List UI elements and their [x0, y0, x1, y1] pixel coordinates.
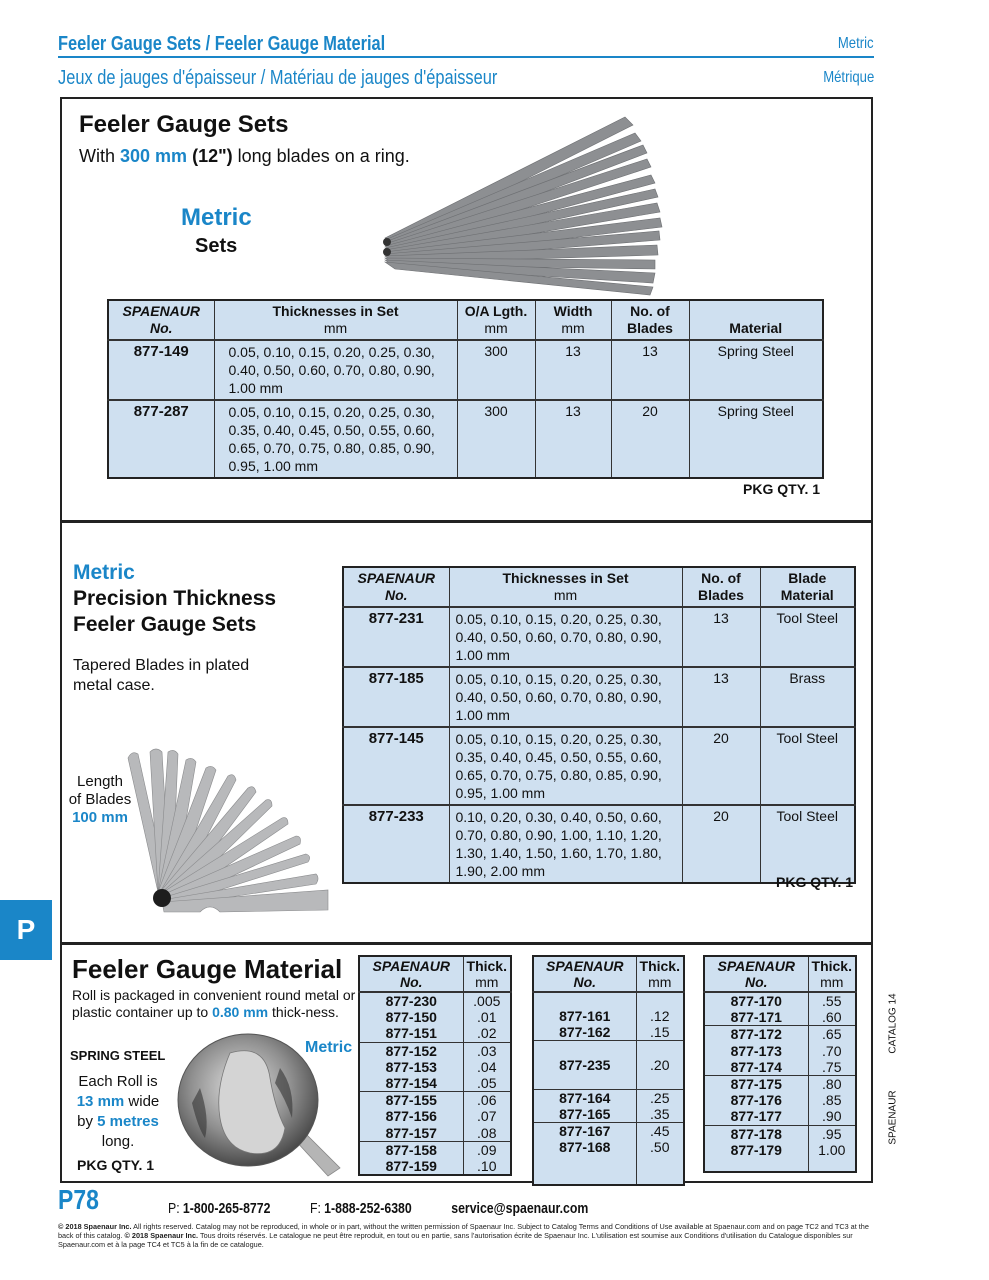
table-row: 877-155 .06 — [359, 1092, 511, 1109]
table-row: 877-150 .01 — [359, 1009, 511, 1025]
width: 13 — [535, 340, 611, 400]
email-link[interactable]: service@spaenaur.com — [451, 1200, 589, 1217]
blades: 20 — [682, 805, 760, 883]
table-row: 877-152 .03 — [359, 1042, 511, 1059]
col-header-material: Blade Material — [760, 567, 855, 607]
table-row: 877-167 .45 — [533, 1123, 684, 1140]
brand-label: SPAENAUR — [887, 1090, 899, 1145]
thicknesses: 0.10, 0.20, 0.30, 0.40, 0.50, 0.60, 0.70, 0.80, 0.90, 1.00, 1.10, 1.20, 1.30, 1.40, 1.50, 1.60, 1.70, 1.80, 1.90, 2.00 mm — [449, 805, 682, 883]
table-row: 877-165 .35 — [533, 1106, 684, 1123]
col-header-part-no: SPAENAUR No. — [108, 300, 214, 340]
blade-length-note: Length of Blades 100 mm — [68, 773, 132, 826]
row-group — [533, 1041, 684, 1089]
part-number: 877-287 — [108, 400, 214, 478]
pkg-qty: PKG QTY. 1 — [77, 1157, 155, 1173]
col-header-part-no: SPAENAUR No. — [359, 956, 463, 992]
col-header-part-no: SPAENAUR No. — [704, 956, 808, 992]
row-group — [359, 1092, 511, 1142]
thicknesses: 0.05, 0.10, 0.15, 0.20, 0.25, 0.30, 0.35, 0.40, 0.45, 0.50, 0.55, 0.60, 0.65, 0.70, 0.75, 0.80, 0.85, 0.90, 0.95, 1.00 mm — [214, 400, 457, 478]
table-row — [343, 727, 855, 805]
blades: 20 — [682, 727, 760, 805]
catalog-label: CATALOG 14 — [887, 993, 899, 1054]
table-row — [533, 1073, 684, 1089]
roll-dimensions: Each Roll is 13 mm wide by 5 metres long. — [76, 1073, 160, 1150]
table-row: 877-175 .80 — [704, 1076, 856, 1093]
page-number: P78 — [58, 1184, 99, 1215]
part-number: 877-145 — [343, 727, 449, 805]
material-table-2 — [532, 955, 685, 1186]
blades: 13 — [682, 607, 760, 667]
section-title: Feeler Gauge Sets — [79, 111, 289, 138]
table-row: 877-156 .07 — [359, 1108, 511, 1124]
table-row: 877-230 .005 — [359, 992, 511, 1009]
material: Brass — [760, 667, 855, 727]
table-row: 877-157 .08 — [359, 1125, 511, 1142]
table-row: 877-159 .10 — [359, 1158, 511, 1175]
phone-number: 1-800-265-8772 — [182, 1200, 271, 1217]
table-row — [108, 400, 823, 478]
row-group — [533, 992, 684, 1041]
material: Spring Steel — [689, 340, 823, 400]
col-header-length: O/A Lgth. mm — [457, 300, 535, 340]
pkg-qty: PKG QTY. 1 — [776, 874, 854, 890]
table-row: 877-164 .25 — [533, 1089, 684, 1106]
feeler-gauge-set-image — [375, 105, 665, 300]
table-row: 877-154 .05 — [359, 1075, 511, 1092]
section-subtitle: With 300 mm (12") long blades on a ring. — [79, 146, 410, 166]
table-row: 877-178 .95 — [704, 1125, 856, 1142]
table-row: 877-174 .75 — [704, 1059, 856, 1076]
width: 13 — [535, 400, 611, 478]
col-header-thick: Thick. mm — [636, 956, 684, 992]
material-label: SPRING STEEL — [70, 1048, 166, 1063]
row-group — [533, 1123, 684, 1186]
table-row: 877-170 .55 — [704, 992, 856, 1009]
blades: 13 — [682, 667, 760, 727]
material: Tool Steel — [760, 805, 855, 883]
row-group — [533, 1089, 684, 1122]
table-row: 877-161 .12 — [533, 1008, 684, 1024]
metric-label: Metric — [305, 1039, 353, 1056]
col-header-thick: Thick. mm — [463, 956, 511, 992]
table-row: 877-171 .60 — [704, 1009, 856, 1026]
table-row — [343, 607, 855, 667]
material: Tool Steel — [760, 607, 855, 667]
table-row: 877-162 .15 — [533, 1024, 684, 1041]
table-row: 877-177 .90 — [704, 1108, 856, 1125]
table-row — [343, 667, 855, 727]
section-divider — [60, 520, 873, 523]
feeler-gauge-sets-table — [107, 299, 824, 479]
table-row — [343, 805, 855, 883]
row-group — [704, 992, 856, 1026]
row-group — [359, 992, 511, 1042]
precision-feeler-sets-table — [342, 566, 856, 884]
unit-label-en: Metric — [838, 35, 874, 52]
col-header-part-no: SPAENAUR No. — [343, 567, 449, 607]
legal-notice: © 2018 Spaenaur Inc. All rights reserved. Catalog may not be reproduced, in whole or in part, without the written permission of Spaenaur Inc. Subject to Catalog Terms and Conditions of Use available at Spaenaur.com and on page TC2 and TC3 at the back of this catalog. © 2018 Spaenaur Inc. Tous droits réservés. Le catalogue ne peut être reproduit, en tout ou en partie, sans l'autorisation écrite de Spaenaur Inc. L'utilisation est soumise aux Conditions d'utilisation du Catalogue disponibles sur Spaenaur.com et à la page TC4 et TC5 à la fin de ce catalogue. — [58, 1222, 869, 1249]
table-row — [108, 340, 823, 400]
sets-label: Sets — [195, 235, 238, 257]
length: 300 — [457, 340, 535, 400]
table-row: 877-172 .65 — [704, 1026, 856, 1043]
section-divider — [60, 942, 873, 945]
col-header-material: Material — [689, 300, 823, 340]
blades: 20 — [611, 400, 689, 478]
thicknesses: 0.05, 0.10, 0.15, 0.20, 0.25, 0.30, 0.35, 0.40, 0.45, 0.50, 0.55, 0.60, 0.65, 0.70, 0.75, 0.80, 0.85, 0.90, 0.95, 1.00 mm — [449, 727, 682, 805]
part-number: 877-185 — [343, 667, 449, 727]
table-row: 877-176 .85 — [704, 1092, 856, 1108]
material-table-3 — [703, 955, 857, 1173]
col-header-blades: No. of Blades — [611, 300, 689, 340]
part-number: 877-149 — [108, 340, 214, 400]
row-group — [359, 1042, 511, 1092]
table-row: 877-173 .70 — [704, 1043, 856, 1059]
metric-label: Metric — [181, 204, 252, 231]
row-group — [359, 1141, 511, 1175]
material: Spring Steel — [689, 400, 823, 478]
row-group — [704, 1076, 856, 1126]
thicknesses: 0.05, 0.10, 0.15, 0.20, 0.25, 0.30, 0.40, 0.50, 0.60, 0.70, 0.80, 0.90, 1.00 mm — [449, 607, 682, 667]
page-header-fr — [58, 62, 874, 90]
section-description: Roll is packaged in convenient round metal or plastic container up to 0.80 mm thick-ness. — [72, 987, 356, 1020]
fax-number: 1-888-252-6380 — [324, 1200, 412, 1217]
table-row: 877-153 .04 — [359, 1059, 511, 1075]
part-number: 877-231 — [343, 607, 449, 667]
unit-label-fr: Métrique — [822, 69, 874, 86]
blades: 13 — [611, 340, 689, 400]
part-number: 877-233 — [343, 805, 449, 883]
table-row: 877-158 .09 — [359, 1141, 511, 1158]
row-group — [704, 1125, 856, 1172]
metric-label: Metric — [73, 561, 135, 584]
col-header-part-no: SPAENAUR No. — [533, 956, 636, 992]
page-title-fr: Jeux de jauges d'épaisseur / Matériau de jauges d'épaisseur — [58, 67, 498, 89]
table-row — [533, 992, 684, 1008]
table-row: 877-168 .50 — [533, 1139, 684, 1155]
section-title: Feeler Gauge Material — [72, 954, 343, 984]
feeler-roll-container-image — [170, 1028, 353, 1178]
length: 300 — [457, 400, 535, 478]
material-table-1 — [358, 955, 512, 1176]
contact-info: P: 1-800-265-8772 F: 1-888-252-6380 service@spaenaur.com — [168, 1200, 589, 1217]
pkg-qty: PKG QTY. 1 — [743, 481, 821, 497]
row-group — [704, 1026, 856, 1076]
material: Tool Steel — [760, 727, 855, 805]
precision-feeler-gauge-image — [120, 740, 335, 915]
col-header-thick: Thick. mm — [808, 956, 856, 992]
section-description: Tapered Blades in plated metal case. — [73, 657, 250, 694]
thicknesses: 0.05, 0.10, 0.15, 0.20, 0.25, 0.30, 0.40, 0.50, 0.60, 0.70, 0.80, 0.90, 1.00 mm — [214, 340, 457, 400]
table-row — [533, 1041, 684, 1057]
table-row: 877-151 .02 — [359, 1025, 511, 1042]
col-header-blades: No. of Blades — [682, 567, 760, 607]
col-header-width: Width mm — [535, 300, 611, 340]
table-row: 877-235 .20 — [533, 1057, 684, 1073]
thicknesses: 0.05, 0.10, 0.15, 0.20, 0.25, 0.30, 0.40, 0.50, 0.60, 0.70, 0.80, 0.90, 1.00 mm — [449, 667, 682, 727]
table-row: 877-179 1.00 — [704, 1142, 856, 1158]
col-header-thicknesses: Thicknesses in Set mm — [214, 300, 457, 340]
section-title: Precision Thickness Feeler Gauge Sets — [73, 587, 277, 636]
section-tab-p[interactable]: P — [0, 900, 52, 960]
col-header-thicknesses: Thicknesses in Set mm — [449, 567, 682, 607]
page-title-en: Feeler Gauge Sets / Feeler Gauge Material — [58, 33, 386, 55]
page-header-en — [58, 30, 874, 58]
